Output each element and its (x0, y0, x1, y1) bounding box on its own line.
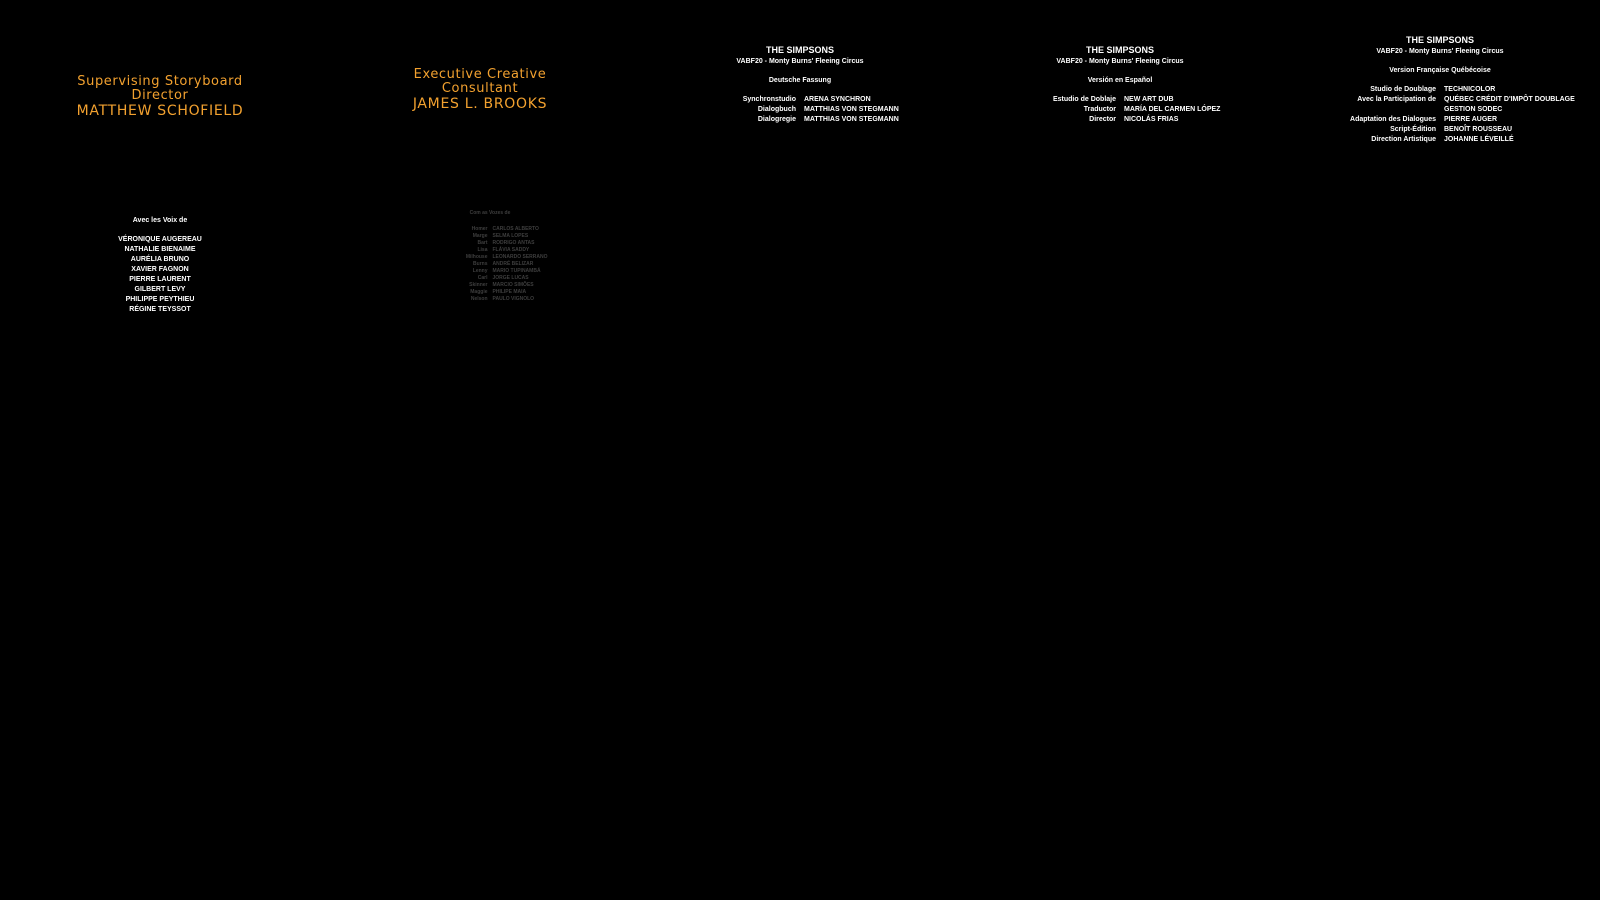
show-title: THE SIMPSONS (1085, 45, 1154, 55)
voice-actor-name: PIERRE LAURENT (129, 276, 191, 283)
credit-label: Dialogbuch (757, 106, 796, 113)
character-name: Lisa (477, 247, 488, 253)
executive-consultant-name: JAMES L. BROOKS (412, 96, 548, 113)
voice-actor-name: XAVIER FAGNON (131, 266, 189, 273)
credit-label: Director (1089, 116, 1116, 123)
credit-value: QUÉBEC CRÉDIT D'IMPÔT DOUBLAGE (1444, 96, 1575, 103)
credit-value: MATTHIAS VON STEGMANN (804, 106, 899, 113)
voice-actor-name: MARIO TUPINAMBÁ (492, 268, 541, 274)
voice-actor-name: SELMA LOPES (492, 233, 529, 239)
credit-label: Dialogregie (757, 116, 796, 123)
show-title: THE SIMPSONS (1405, 35, 1474, 45)
portuguese-voice-cast (430, 210, 550, 303)
credit-label: Adaptation des Dialogues (1350, 116, 1436, 123)
french-credits-panel (1280, 35, 1600, 145)
french-voice-cast (100, 216, 220, 315)
episode-title: VABF20 - Monty Burns' Fleeing Circus (736, 58, 864, 65)
credit-label: Studio de Doublage (1370, 86, 1436, 93)
character-name: Homer (471, 226, 488, 232)
voice-cast-heading: Avec les Voix de (132, 217, 188, 224)
credit-label: Traductor (1083, 106, 1116, 113)
voice-actor-name: ANDRÉ BELIZAR (492, 261, 534, 267)
storyboard-director-role: Supervising Storyboard Director (77, 74, 243, 103)
character-name: Maggie (470, 289, 488, 295)
voice-actor-name: AURÉLIA BRUNO (130, 256, 190, 263)
credit-value: TECHNICOLOR (1444, 86, 1496, 93)
credit-rows (640, 95, 960, 125)
credit-value: GESTION SODEC (1444, 106, 1503, 113)
credit-value: NICOLÁS FRIAS (1124, 116, 1179, 123)
episode-title: VABF20 - Monty Burns' Fleeing Circus (1376, 48, 1504, 55)
voice-actor-name: MARCIO SIMÕES (492, 282, 534, 288)
credit-label: Direction Artistique (1371, 136, 1436, 143)
version-heading: Version Française Québécoise (1389, 67, 1491, 74)
voice-actor-name: PHILIPPE PEYTHIEU (125, 296, 195, 303)
credit-value: MATTHIAS VON STEGMANN (804, 116, 899, 123)
credit-value: PIERRE AUGER (1444, 116, 1498, 123)
character-name: Nelson (470, 296, 488, 302)
character-name: Marge (472, 233, 488, 239)
credit-value: JOHANNE LÉVEILLÉ (1444, 136, 1514, 143)
credit-rows (960, 95, 1280, 125)
voice-actor-name: RODRIGO ANTAS (492, 240, 535, 246)
credit-value: NEW ART DUB (1124, 96, 1174, 103)
credit-label: Script-Édition (1390, 126, 1436, 133)
german-credits-panel (640, 45, 960, 125)
credit-label (1280, 105, 1436, 115)
show-title: THE SIMPSONS (765, 45, 834, 55)
voice-actor-name: GILBERT LEVY (134, 286, 186, 293)
credit-label: Estudio de Doblaje (1052, 96, 1116, 103)
character-name: Milhouse (465, 254, 488, 260)
episode-title: VABF20 - Monty Burns' Fleeing Circus (1056, 58, 1184, 65)
voice-actor-name: NATHALIE BIENAIME (124, 246, 196, 253)
voice-cast-heading: Com as Vozes de (469, 210, 511, 216)
voice-actor-name: PHILIPE MAIA (492, 289, 527, 295)
voice-actor-name: LEONARDO SERRANO (492, 254, 548, 260)
character-name: Lenny (472, 268, 488, 274)
credit-value: MARÍA DEL CARMEN LÓPEZ (1124, 106, 1221, 113)
credit-label: Avec la Participation de (1357, 96, 1436, 103)
voice-actor-name: CARLOS ALBERTO (492, 226, 539, 232)
voice-actor-name: PAULO VIGNOLO (492, 296, 535, 302)
storyboard-director-card (72, 75, 248, 119)
voice-cast-rows (430, 226, 550, 303)
spanish-credits-panel (960, 45, 1280, 125)
character-name: Burns (473, 261, 488, 267)
character-name: Carl (477, 275, 488, 281)
credit-value: ARENA SYNCHRON (804, 96, 871, 103)
version-heading: Versión en Español (1087, 77, 1153, 84)
executive-consultant-role: Executive Creative Consultant (413, 67, 547, 96)
voice-actor-name: FLÁVIA SADDY (492, 247, 530, 253)
credit-label: Synchronstudio (742, 96, 796, 103)
voice-actor-name: RÉGINE TEYSSOT (129, 306, 191, 313)
credit-rows (1280, 85, 1600, 145)
voice-actor-name: JORGE LUCAS (492, 275, 529, 281)
voice-actor-name: VÉRONIQUE AUGEREAU (118, 236, 202, 243)
character-name: Bart (477, 240, 488, 246)
character-name: Skinner (469, 282, 488, 288)
credit-value: BENOÎT ROUSSEAU (1444, 126, 1513, 133)
storyboard-director-name: MATTHEW SCHOFIELD (76, 103, 244, 120)
executive-consultant-card (389, 68, 571, 112)
version-heading: Deutsche Fassung (768, 77, 832, 84)
